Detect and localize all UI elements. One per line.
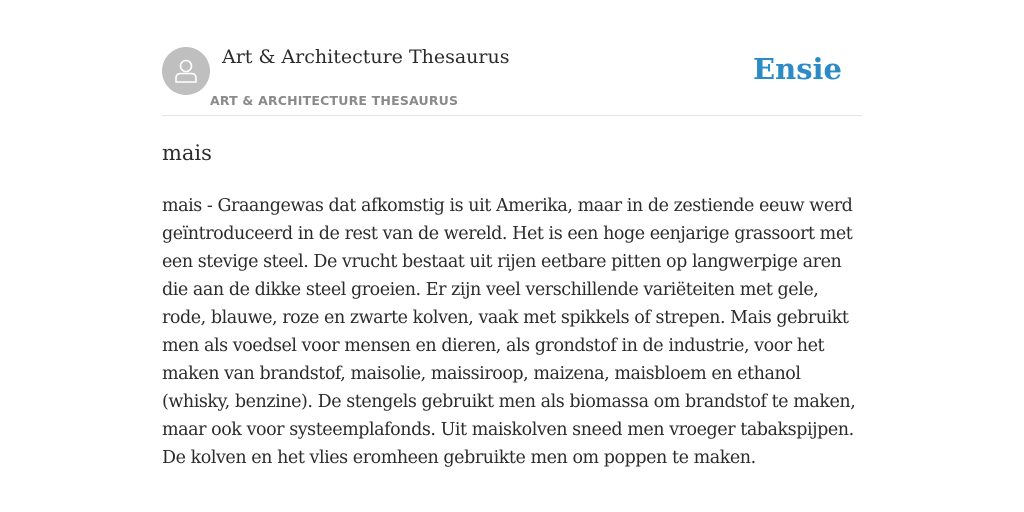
brand-logo[interactable]: Ensie — [753, 52, 842, 86]
user-icon — [172, 57, 200, 85]
entry-card — [162, 0, 862, 512]
source-label[interactable]: ART & ARCHITECTURE THESAURUS — [210, 93, 459, 108]
avatar[interactable] — [162, 47, 210, 95]
entry-header — [162, 0, 862, 116]
author-name[interactable]: Art & Architecture Thesaurus — [222, 46, 510, 68]
entry-definition: mais - Graangewas dat afkomstig is uit Amerika, maar in de zestiende eeuw werd geïntroduceerd in de rest van de wereld. Het is een hoge eenjarige grassoort met een stevige steel. De vrucht bestaat uit rijen eetbare pitten op langwerpige aren die aan de dikke steel groeien. Er zijn veel verschillende variëteiten met gele, rode, blauwe, roze en zwarte kolven, vaak met spikkels of strepen. Mais gebruikt men als voedsel voor mensen en dieren, als grondstof in de industrie, voor het maken van brandstof, maisolie, maissiroop, maizena, maisbloem en ethanol (whisky, benzine). De stengels gebruikt men als biomassa om brandstof te maken, maar ook voor systeemplafonds. Uit maiskolven sneed men vroeger tabakspijpen. De kolven en het vlies eromheen gebruikte men om poppen te maken. — [162, 196, 856, 468]
entry-term: mais — [162, 141, 212, 165]
